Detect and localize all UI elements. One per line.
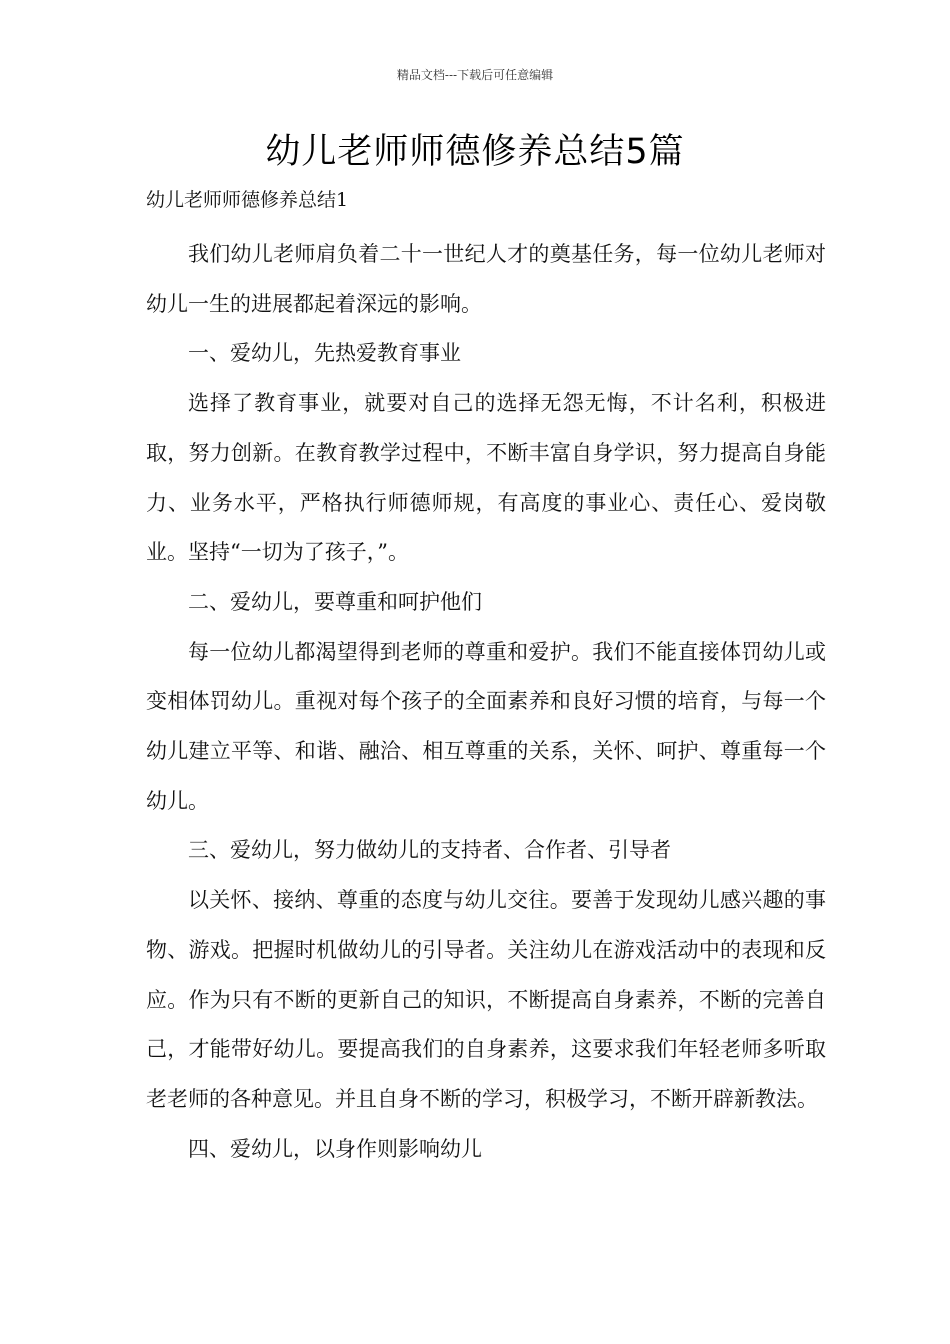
section-heading-2: 二、爱幼儿，要尊重和呵护他们 (188, 589, 482, 614)
document-subtitle: 幼儿老师师德修养总结1 (146, 189, 349, 211)
paragraph-section-3: 以关怀、接纳、尊重的态度与幼儿交往。要善于发现幼儿感兴趣的事物、游戏。把握时机做幼儿的引导者。关注幼儿在游戏活动中的表现和反应。作为只有不断的更新自己的知识，不断提高自身素养，不断的完善自己，才能带好幼儿。要提高我们的自身素养，这要求我们年轻老师多听取老老师的各种意见。并且自身不断的学习，积极学习，不断开辟新教法。 (146, 888, 826, 1111)
paragraph-section-1: 选择了教育事业，就要对自己的选择无怨无悔，不计名利，积极进取，努力创新。在教育教学过程中，不断丰富自身学识，努力提高自身能力、业务水平，严格执行师德师规，有高度的事业心、责任心、爱岗敬业。坚持“一切为了孩子，”。 (146, 391, 826, 565)
document-title: 幼儿老师师德修养总结5篇 (265, 132, 685, 172)
section-heading-1: 一、爱幼儿，先热爱教育事业 (188, 341, 461, 366)
paragraph-section-2: 每一位幼儿都渴望得到老师的尊重和爱护。我们不能直接体罚幼儿或变相体罚幼儿。重视对每个孩子的全面素养和良好习惯的培育，与每一个幼儿建立平等、和谐、融洽、相互尊重的关系，关怀、呵护、尊重每一个幼儿。 (146, 639, 826, 813)
page-header: 精品文档---下载后可任意编辑 (396, 68, 554, 82)
section-heading-4: 四、爱幼儿，以身作则影响幼儿 (188, 1136, 482, 1161)
section-heading-3: 三、爱幼儿，努力做幼儿的支持者、合作者、引导者 (188, 838, 671, 863)
paragraph-intro: 我们幼儿老师肩负着二十一世纪人才的奠基任务，每一位幼儿老师对幼儿一生的进展都起着深远的影响。 (146, 242, 826, 316)
document-body (146, 230, 826, 1174)
